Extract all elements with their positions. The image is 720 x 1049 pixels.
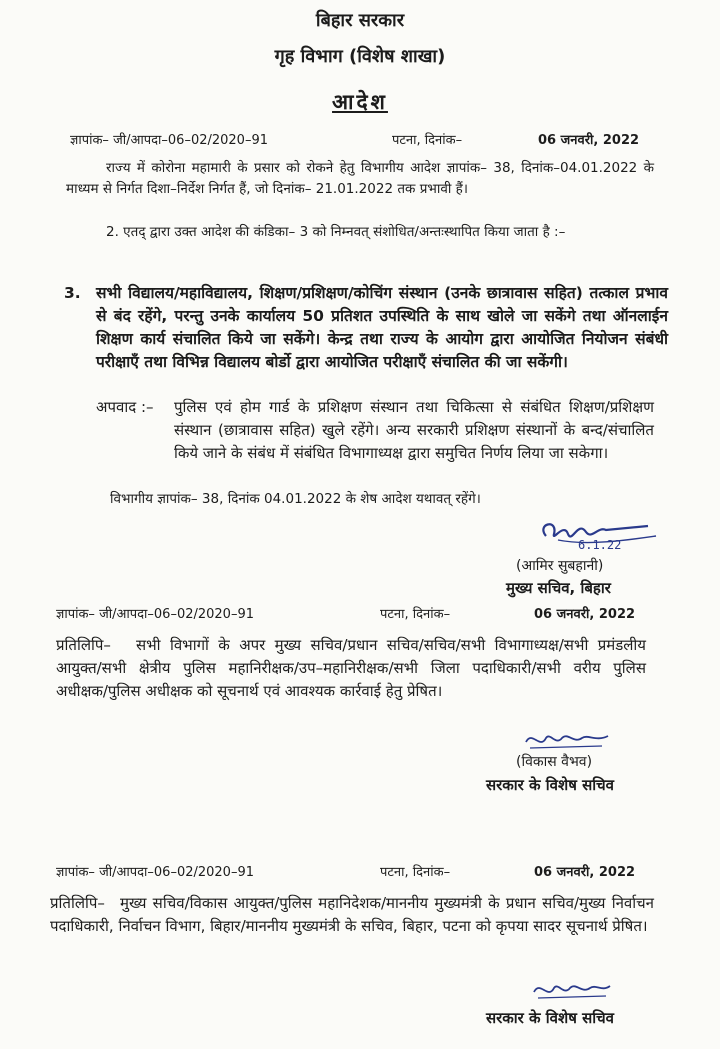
exception-label: अपवाद :– bbox=[96, 398, 154, 416]
memo-place: पटना, दिनांक– bbox=[392, 133, 463, 148]
memo-reference-2 bbox=[56, 604, 696, 622]
special-secretary-title: सरकार के विशेष सचिव bbox=[486, 776, 614, 794]
clause-number: 3. bbox=[64, 284, 81, 302]
memo-date: 06 जनवरी, 2022 bbox=[534, 607, 636, 622]
memo-reference-1 bbox=[70, 130, 690, 148]
department-heading: गृह विभाग (विशेष शाखा) bbox=[274, 46, 446, 67]
government-heading: बिहार सरकार bbox=[315, 10, 405, 31]
special-secretary-title: सरकार के विशेष सचिव bbox=[486, 1009, 614, 1027]
order-title: आदेश bbox=[332, 90, 388, 114]
signature-date-note: 6.1.22 bbox=[578, 538, 622, 552]
copy-recipients-text: सभी विभागों के अपर मुख्य सचिव/प्रधान सचिव/सचिव/सभी विभागाध्यक्ष/सभी प्रमंडलीय आयुक्त/सभी क्षेत्रीय पुलिस महानिरीक्षक/उप–महानिरीक्षक/सभी जिला पदाधिकारी/सभी वरीय पुलिस अधीक्षक/पुलिस अधीक्षक को सूचनार्थ एवं आवश्यक कार्रवाई हेतु प्रेषित। bbox=[56, 636, 646, 700]
remaining-order-line: विभागीय ज्ञापांक– 38, दिनांक 04.01.2022 के शेष आदेश यथावत् रहेंगे। bbox=[110, 491, 481, 507]
copy-label: प्रतिलिपि– bbox=[56, 636, 111, 654]
memo-number: ज्ञापांक– जी/आपदा–06–02/2020–91 bbox=[56, 607, 254, 622]
special-secretary-signature bbox=[530, 978, 614, 1004]
chief-secretary-name: (आमिर सुबहानी) bbox=[516, 558, 604, 574]
intro-paragraph: राज्य में कोरोना महामारी के प्रसार को रोकने हेतु विभागीय आदेश ज्ञापांक– 38, दिनांक–04.01.2022 के माध्यम से निर्गत दिशा–निर्देश निर्गत हैं, जो दिनांक– 21.01.2022 तक प्रभावी हैं। bbox=[66, 160, 654, 197]
chief-secretary-title: मुख्य सचिव, बिहार bbox=[506, 579, 611, 597]
memo-reference-3 bbox=[56, 862, 696, 880]
amendment-paragraph: 2. एतद् द्वारा उक्त आदेश की कंडिका– 3 को निम्नवत् संशोधित/अन्तःस्थापित किया जाता है :– bbox=[106, 224, 566, 240]
copy-label: प्रतिलिपि– bbox=[50, 894, 105, 912]
memo-place: पटना, दिनांक– bbox=[380, 865, 451, 880]
clause-text: सभी विद्यालय/महाविद्यालय, शिक्षण/प्रशिक्षण/कोचिंग संस्थान (उनके छात्रावास सहित) तत्काल प्रभाव से बंद रहेंगे, परन्तु उनके कार्यालय 50 प्रतिशत उपस्थिति के साथ खोले जा सकेंगे तथा ऑनलाईन शिक्षण कार्य संचालित किये जा सकेंगे। केन्द्र तथा राज्य के आयोग द्वारा आयोजित नियोजन संबंधी परीक्षाएँ तथा विभिन्न विद्यालय बोर्डो द्वारा आयोजित परीक्षाएँ संचालित की जा सकेंगी। bbox=[96, 284, 668, 371]
memo-number: ज्ञापांक– जी/आपदा–06–02/2020–91 bbox=[70, 133, 268, 148]
memo-date: 06 जनवरी, 2022 bbox=[538, 133, 640, 148]
special-secretary-name: (विकास वैभव) bbox=[516, 754, 593, 770]
memo-number: ज्ञापांक– जी/आपदा–06–02/2020–91 bbox=[56, 865, 254, 880]
special-secretary-signature bbox=[522, 728, 612, 754]
memo-place: पटना, दिनांक– bbox=[380, 607, 451, 622]
memo-date: 06 जनवरी, 2022 bbox=[534, 865, 636, 880]
copy-recipients-text: मुख्य सचिव/विकास आयुक्त/पुलिस महानिदेशक/माननीय मुख्यमंत्री के प्रधान सचिव/मुख्य निर्वाचन पदाधिकारी, निर्वाचन विभाग, बिहार/माननीय मुख्यमंत्री के सचिव, बिहार, पटना को कृपया सादर सूचनार्थ प्रेषित। bbox=[50, 894, 654, 935]
exception-text: पुलिस एवं होम गार्ड के प्रशिक्षण संस्थान तथा चिकित्सा से संबंधित शिक्षण/प्रशिक्षण संस्थान (छात्रावास सहित) खुले रहेंगे। अन्य सरकारी प्रशिक्षण संस्थानों के बन्द/संचालित किये जाने के संबंध में संबंधित विभागाध्यक्ष द्वारा समुचित निर्णय लिया जा सकेगा। bbox=[174, 398, 654, 462]
